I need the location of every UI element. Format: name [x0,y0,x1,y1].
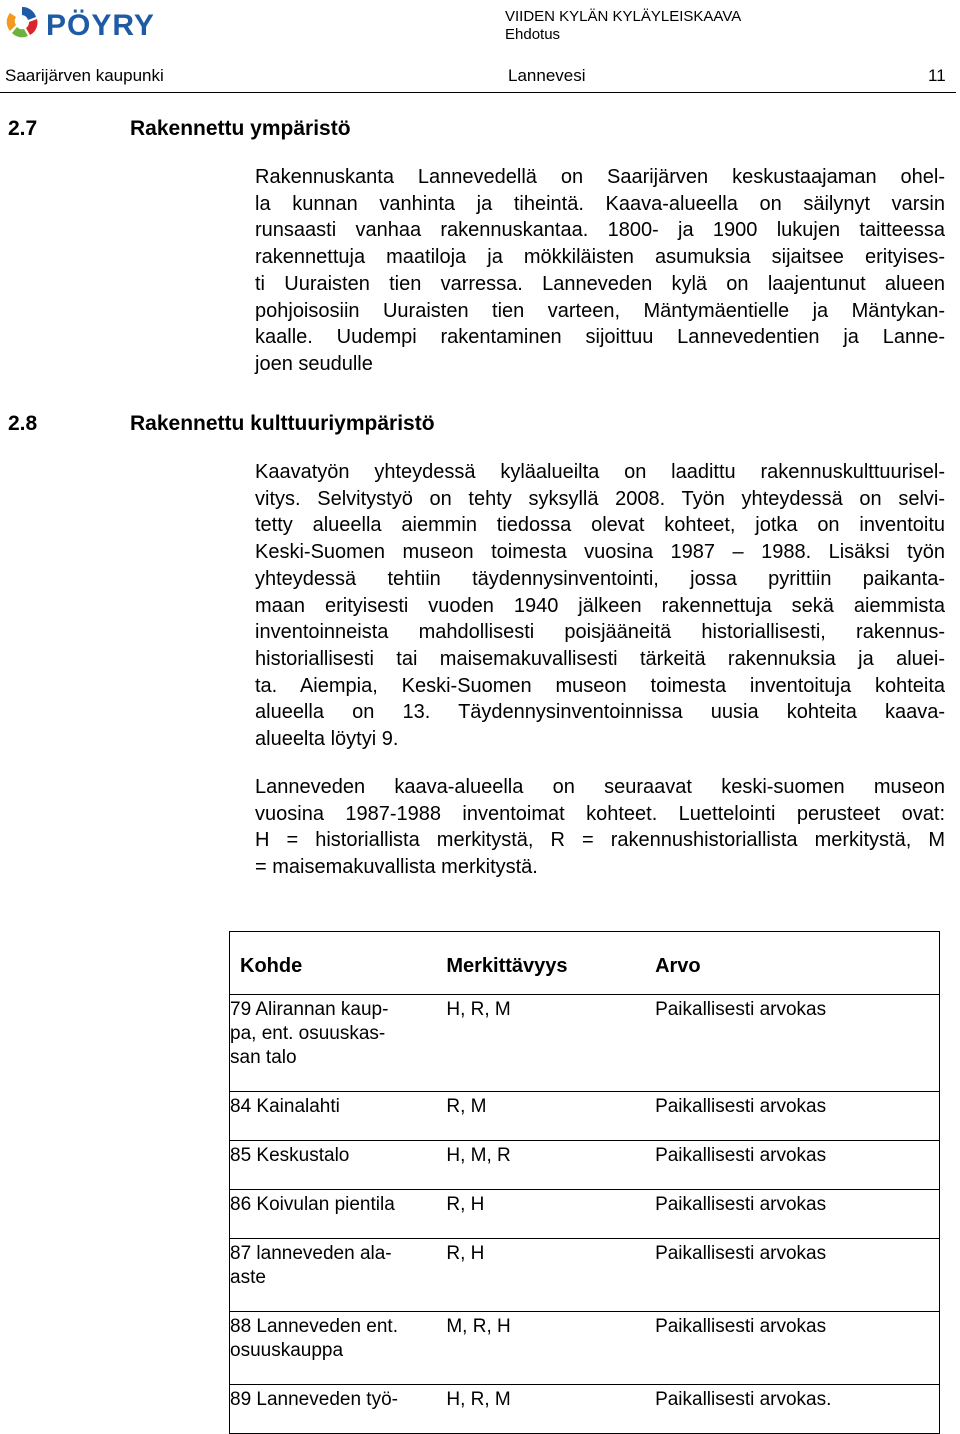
paragraph-line: alueella on 13. Täydennysinventoinnissa uusia kohteita kaava- [255,701,945,724]
paragraph-line: = maisemakuvallista merkitystä. [255,856,538,879]
table-row [230,995,940,1092]
paragraph-line: rakennettuja maatiloja ja mökkiläisten asumuksia sijaitsee erityises- [255,246,945,269]
cell-line: 86 Koivulan pientila [230,1194,395,1215]
paragraph-line: vitys. Selvitystyö on tehty syksyllä 2008. Työn yhteydessä on selvi- [255,487,945,510]
paragraph-line: Rakennuskanta Lannevedellä on Saarijärven keskustaajaman ohel- [255,166,945,188]
paragraph-line: inventoinneista mahdollisesti poisjääneitä historiallisesti, rakennus- [255,621,945,644]
cell-merkittavyys: M, R, H [446,1312,655,1385]
table-row [230,1312,940,1385]
column-header-arvo: Arvo [655,932,939,995]
section-2-8-paragraph-2 [255,774,945,881]
cell-kohde [230,1312,447,1385]
paragraph-line: ta. Aiempia, Keski-Suomen museon toimesta inventoituja kohteita [255,674,945,697]
paragraph-line: pohjoisosiin Uuraisten tien varteen, Mäntymäentielle ja Mäntykan- [255,299,945,322]
running-header [0,62,956,93]
cell-arvo: Paikallisesti arvokas [655,1141,939,1190]
poyry-logo [4,3,196,45]
cell-line: 84 Kainalahti [230,1096,340,1117]
poyry-logo-mark [7,7,38,37]
cell-arvo: Paikallisesti arvokas. [655,1385,939,1434]
table-row [230,1141,940,1190]
cell-arvo: Paikallisesti arvokas [655,1092,939,1141]
table-row [230,1190,940,1239]
poyry-wordmark: PÖYRY [46,9,155,42]
cell-merkittavyys: R, M [446,1092,655,1141]
cell-merkittavyys: R, H [446,1239,655,1312]
village-label: Lannevesi [508,66,586,85]
section-number: 2.8 [8,412,38,435]
cell-line: san talo [230,1047,297,1068]
paragraph-line: H = historiallista merkitystä, R = rakennushistoriallista merkitystä, M [255,829,945,852]
document-title-block [505,8,741,44]
cell-merkittavyys: H, M, R [446,1141,655,1190]
paragraph-line: maan erityisesti vuoden 1940 jälkeen rakennettuja sekä aiemmista [255,594,945,617]
paragraph-line: joen seudulle [255,352,373,375]
paragraph-line: la kunnan vanhinta ja tiheintä. Kaava-alueella on säilynyt varsin [255,192,945,215]
cell-line: osuuskauppa [230,1340,344,1361]
cell-line: 79 Alirannan kaup- [230,999,389,1020]
paragraph-line: yhteydessä tehtiin täydennysinventointi, jossa pyrittiin paikanta- [255,567,945,590]
table-row [230,1092,940,1141]
cell-line: 88 Lanneveden ent. [230,1316,398,1337]
column-header-merkittavyys: Merkittävyys [446,932,655,995]
paragraph-line: Lanneveden kaava-alueella on seuraavat keski-suomen museon [255,776,945,798]
cell-arvo: Paikallisesti arvokas [655,995,939,1092]
section-2-8-paragraph-1 [255,459,945,753]
cell-kohde [230,1190,447,1239]
section-title: Rakennettu ympäristö [130,117,351,140]
cell-merkittavyys: H, R, M [446,1385,655,1434]
municipality-label: Saarijärven kaupunki [5,66,164,85]
paragraph-line: runsaasti vanhaa rakennuskantaa. 1800- ja 1900 lukujen taitteessa [255,219,945,242]
paragraph-line: kaalle. Uudempi rakentaminen sijoittuu Lannevedentien ja Lanne- [255,326,945,349]
paragraph-line: tetty alueella aiemmin tiedossa olevat kohteet, jotka on inventoitu [255,514,945,537]
paragraph-line: Keski-Suomen museon toimesta vuosina 1987 – 1988. Lisäksi työn [255,541,945,564]
cell-line: pa, ent. osuuskas- [230,1023,386,1044]
cell-kohde [230,1385,447,1434]
cell-kohde [230,1239,447,1312]
cell-arvo: Paikallisesti arvokas [655,1239,939,1312]
paragraph-line: ti Uuraisten tien varressa. Lanneveden kylä on laajentunut alueen [255,272,945,295]
paragraph-line: vuosina 1987-1988 inventoimat kohteet. Luettelointi perusteet ovat: [255,802,945,825]
table-row [230,1385,940,1434]
cell-line: aste [230,1267,266,1288]
cell-merkittavyys: H, R, M [446,995,655,1092]
cell-merkittavyys: R, H [446,1190,655,1239]
cell-line: 87 lanneveden ala- [230,1243,392,1264]
cell-kohde [230,1092,447,1141]
column-header-kohde: Kohde [230,932,447,995]
section-heading-2-7 [8,117,351,141]
page-number: 11 [928,66,946,85]
section-heading-2-8 [8,412,435,436]
document-subtitle: Ehdotus [505,26,561,43]
document-title: VIIDEN KYLÄN KYLÄYLEISKAAVA [505,8,742,25]
cell-line: 85 Keskustalo [230,1145,350,1166]
table-header-row [230,932,940,995]
section-number: 2.7 [8,117,38,140]
section-2-7-paragraph [255,164,945,378]
cell-arvo: Paikallisesti arvokas [655,1312,939,1385]
table-row [230,1239,940,1312]
cell-arvo: Paikallisesti arvokas [655,1190,939,1239]
cell-kohde [230,1141,447,1190]
paragraph-line: historiallisesti tai maisemakuvallisesti tärkeitä rakennuksia ja aluei- [255,647,945,670]
paragraph-line: alueelta löytyi 9. [255,728,399,751]
inventory-table [229,931,940,1434]
cell-line: 89 Lanneveden työ- [230,1389,398,1410]
paragraph-line: Kaavatyön yhteydessä kyläalueilta on laadittu rakennuskulttuurisel- [255,461,945,483]
cell-kohde [230,995,447,1092]
section-title: Rakennettu kulttuuriympäristö [130,412,435,435]
